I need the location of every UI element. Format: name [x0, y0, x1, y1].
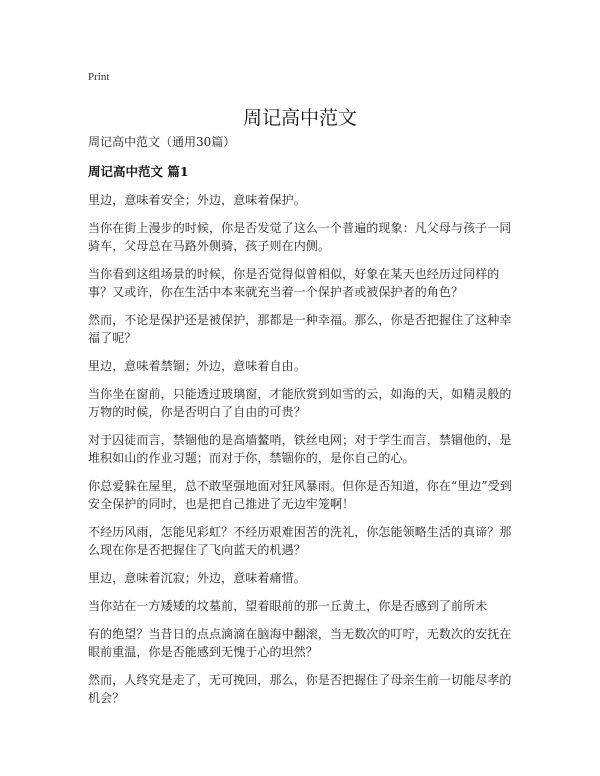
- paragraph: 当你在街上漫步的时候，你是否发觉了这么一个普遍的现象：凡父母与孩子一同骑车，父母总在马路外侧骑，孩子则在内侧。: [88, 221, 512, 253]
- paragraph: 不经历风雨，怎能见彩虹？不经历艰难困苦的洗礼，你怎能领略生活的真谛？那么现在你是否把握住了飞向蓝天的机遇？: [88, 525, 512, 557]
- paragraph: 你总爱躲在屋里，总不敢坚强地面对狂风暴雨。但你是否知道，你在“里边”受到安全保护的同时，也是把自己推进了无边牢笼啊！: [88, 479, 512, 511]
- paragraph: 对于囚徒而言，禁锢他的是高墙鳌哨，铁丝电网；对于学生而言，禁锢他的，是堆积如山的作业习题；而对于你，禁锢你的，是你自己的心。: [88, 433, 512, 465]
- paragraph: 当你站在一方矮矮的坟墓前，望着眼前的那一丘黄土，你是否感到了前所未: [88, 599, 488, 613]
- paragraph: 有的绝望？当昔日的点点滴滴在脑海中翻滚，当无数次的叮咛，无数次的安抚在眼前重温，你是否能感到无愧于心的坦然？: [88, 627, 512, 659]
- paragraph: 然而，人终究是走了，无可挽回，那么，你是否把握住了母亲生前一切能尽孝的机会？: [88, 673, 512, 705]
- paragraph: 然而，不论是保护还是被保护，那都是一种幸福。那么，你是否把握住了这种幸福了呢？: [88, 313, 512, 345]
- article-body: [88, 133, 520, 717]
- section-heading: 周记高中范文 篇1: [88, 164, 189, 179]
- paragraph: 里边，意味着沉寂；外边，意味着痛惜。: [88, 571, 306, 585]
- paragraph: 当你看到这组场景的时候，你是否觉得似曾相似，好象在某天也经历过同样的事？又或许，你在生活中本来就充当着一个保护者或被保护者的角色？: [88, 267, 500, 299]
- page-title: 周记高中范文: [242, 107, 357, 129]
- document-subtitle: 周记高中范文（通用30篇）: [88, 135, 236, 149]
- paragraph: 里边，意味着禁锢；外边，意味着自由。: [88, 359, 306, 373]
- print-link[interactable]: Print: [88, 71, 110, 83]
- paragraph: 当你坐在窗前，只能透过玻璃窗，才能欣赏到如雪的云，如海的天，如精灵般的万物的时候，你是否明白了自由的可贵？: [88, 387, 512, 419]
- paragraph: 里边，意味着安全；外边，意味着保护。: [88, 193, 306, 207]
